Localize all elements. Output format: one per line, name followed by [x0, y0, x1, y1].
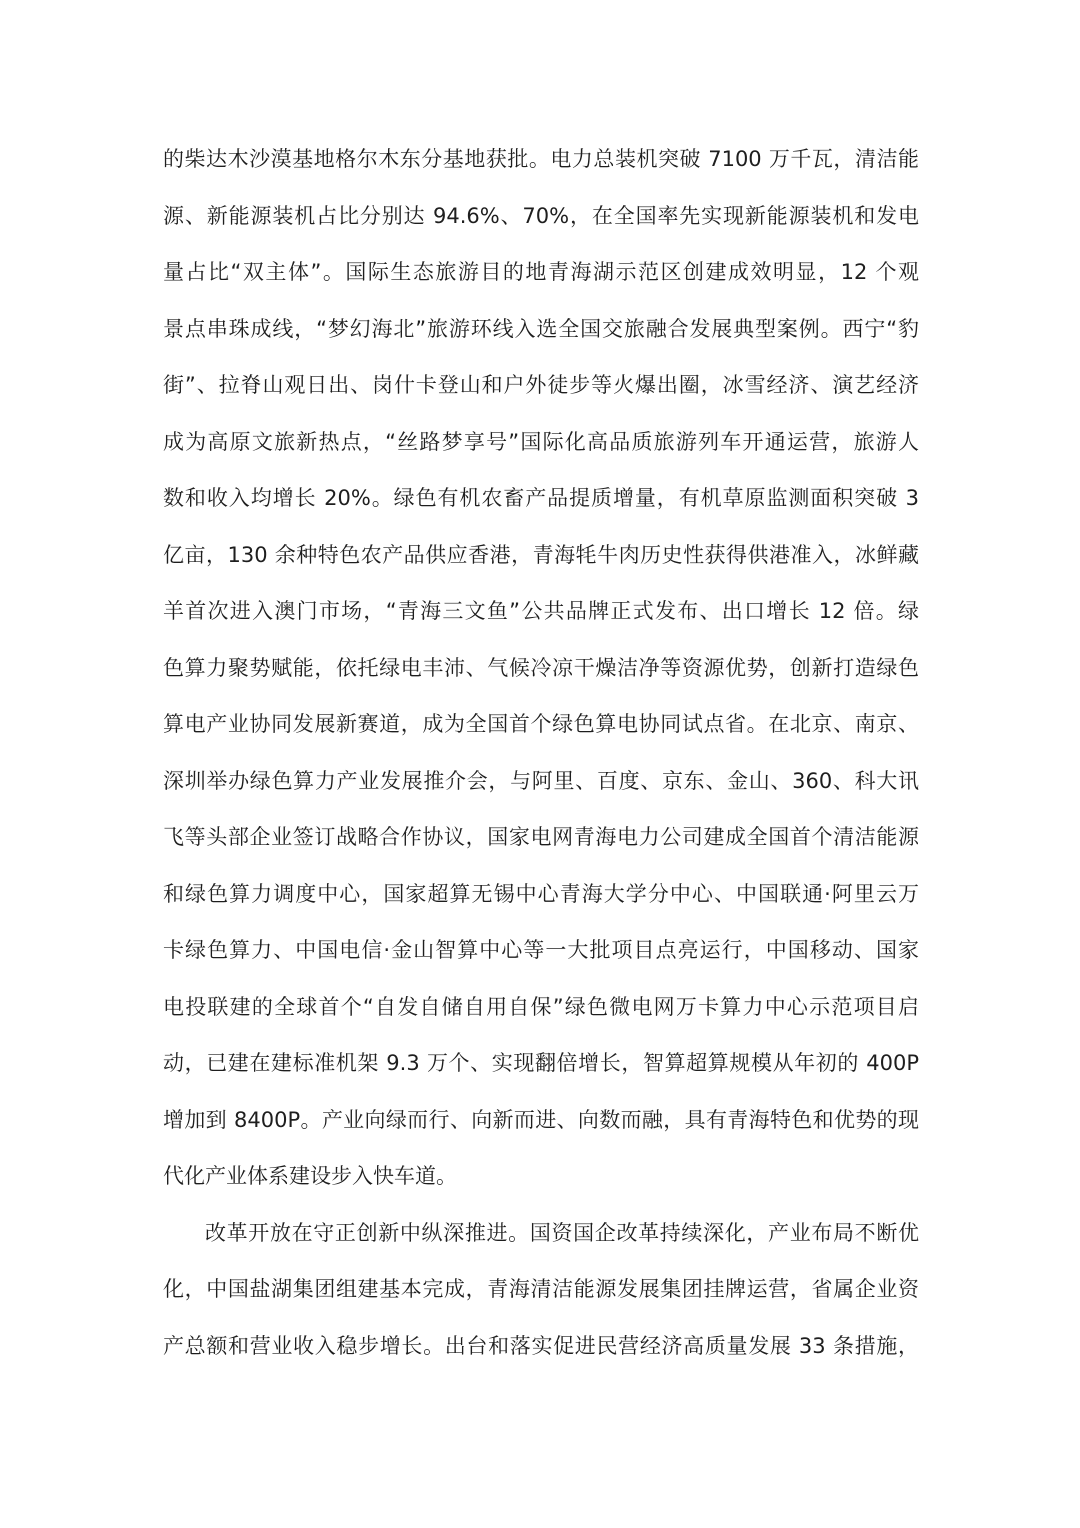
text-line: 算电产业协同发展新赛道，成为全国首个绿色算电协同试点省。在北京、南京、	[163, 712, 919, 736]
text-line: 羊首次进入澳门市场，“青海三文鱼”公共品牌正式发布、出口增长 12 倍。绿	[163, 599, 919, 623]
paragraph-1	[163, 131, 919, 1205]
text-line: 飞等头部企业签订战略合作协议，国家电网青海电力公司建成全国首个清洁能源	[163, 825, 919, 849]
text-line: 增加到 8400P。产业向绿而行、向新而进、向数而融，具有青海特色和优势的现	[163, 1107, 919, 1132]
text-line: 景点串珠成线，“梦幻海北”旅游环线入选全国交旅融合发展典型案例。西宁“豹	[163, 316, 919, 341]
text-line: 产总额和营业收入稳步增长。出台和落实促进民营经济高质量发展 33 条措施，	[163, 1333, 919, 1358]
text-line: 深圳举办绿色算力产业发展推介会，与阿里、百度、京东、金山、360、科大讯	[163, 768, 919, 793]
text-line: 数和收入均增长 20%。绿色有机农畜产品提质增量，有机草原监测面积突破 3	[163, 486, 919, 510]
text-line: 源、新能源装机占比分别达 94.6%、70%，在全国率先实现新能源装机和发电	[163, 203, 919, 228]
text-line: 电投联建的全球首个“自发自储自用自保”绿色微电网万卡算力中心示范项目启	[163, 994, 919, 1019]
text-line: 成为高原文旅新热点，“丝路梦享号”国际化高品质旅游列车开通运营，旅游人	[163, 429, 919, 454]
text-line: 街”、拉脊山观日出、岗什卡登山和户外徒步等火爆出圈，冰雪经济、演艺经济	[163, 373, 919, 397]
document-body	[163, 131, 919, 1374]
text-line: 亿亩，130 余种特色农产品供应香港，青海牦牛肉历史性获得供港准入，冰鲜藏	[163, 542, 919, 567]
text-line: 改革开放在守正创新中纵深推进。国资国企改革持续深化，产业布局不断优	[205, 1220, 919, 1245]
text-line: 和绿色算力调度中心，国家超算无锡中心青海大学分中心、中国联通·阿里云万	[163, 881, 919, 906]
text-line: 量占比“双主体”。国际生态旅游目的地青海湖示范区创建成效明显，12 个观	[163, 260, 919, 284]
text-line: 色算力聚势赋能，依托绿电丰沛、气候冷凉干燥洁净等资源优势，创新打造绿色	[163, 655, 919, 680]
text-line: 化，中国盐湖集团组建基本完成，青海清洁能源发展集团挂牌运营，省属企业资	[163, 1277, 919, 1301]
text-line: 代化产业体系建设步入快车道。	[163, 1164, 457, 1188]
text-line: 动，已建在建标准机架 9.3 万个、实现翻倍增长，智算超算规模从年初的 400P	[163, 1051, 919, 1075]
text-line: 的柴达木沙漠基地格尔木东分基地获批。电力总装机突破 7100 万千瓦，清洁能	[163, 147, 919, 171]
text-line: 卡绿色算力、中国电信·金山智算中心等一大批项目点亮运行，中国移动、国家	[163, 938, 919, 962]
paragraph-2	[163, 1205, 919, 1375]
